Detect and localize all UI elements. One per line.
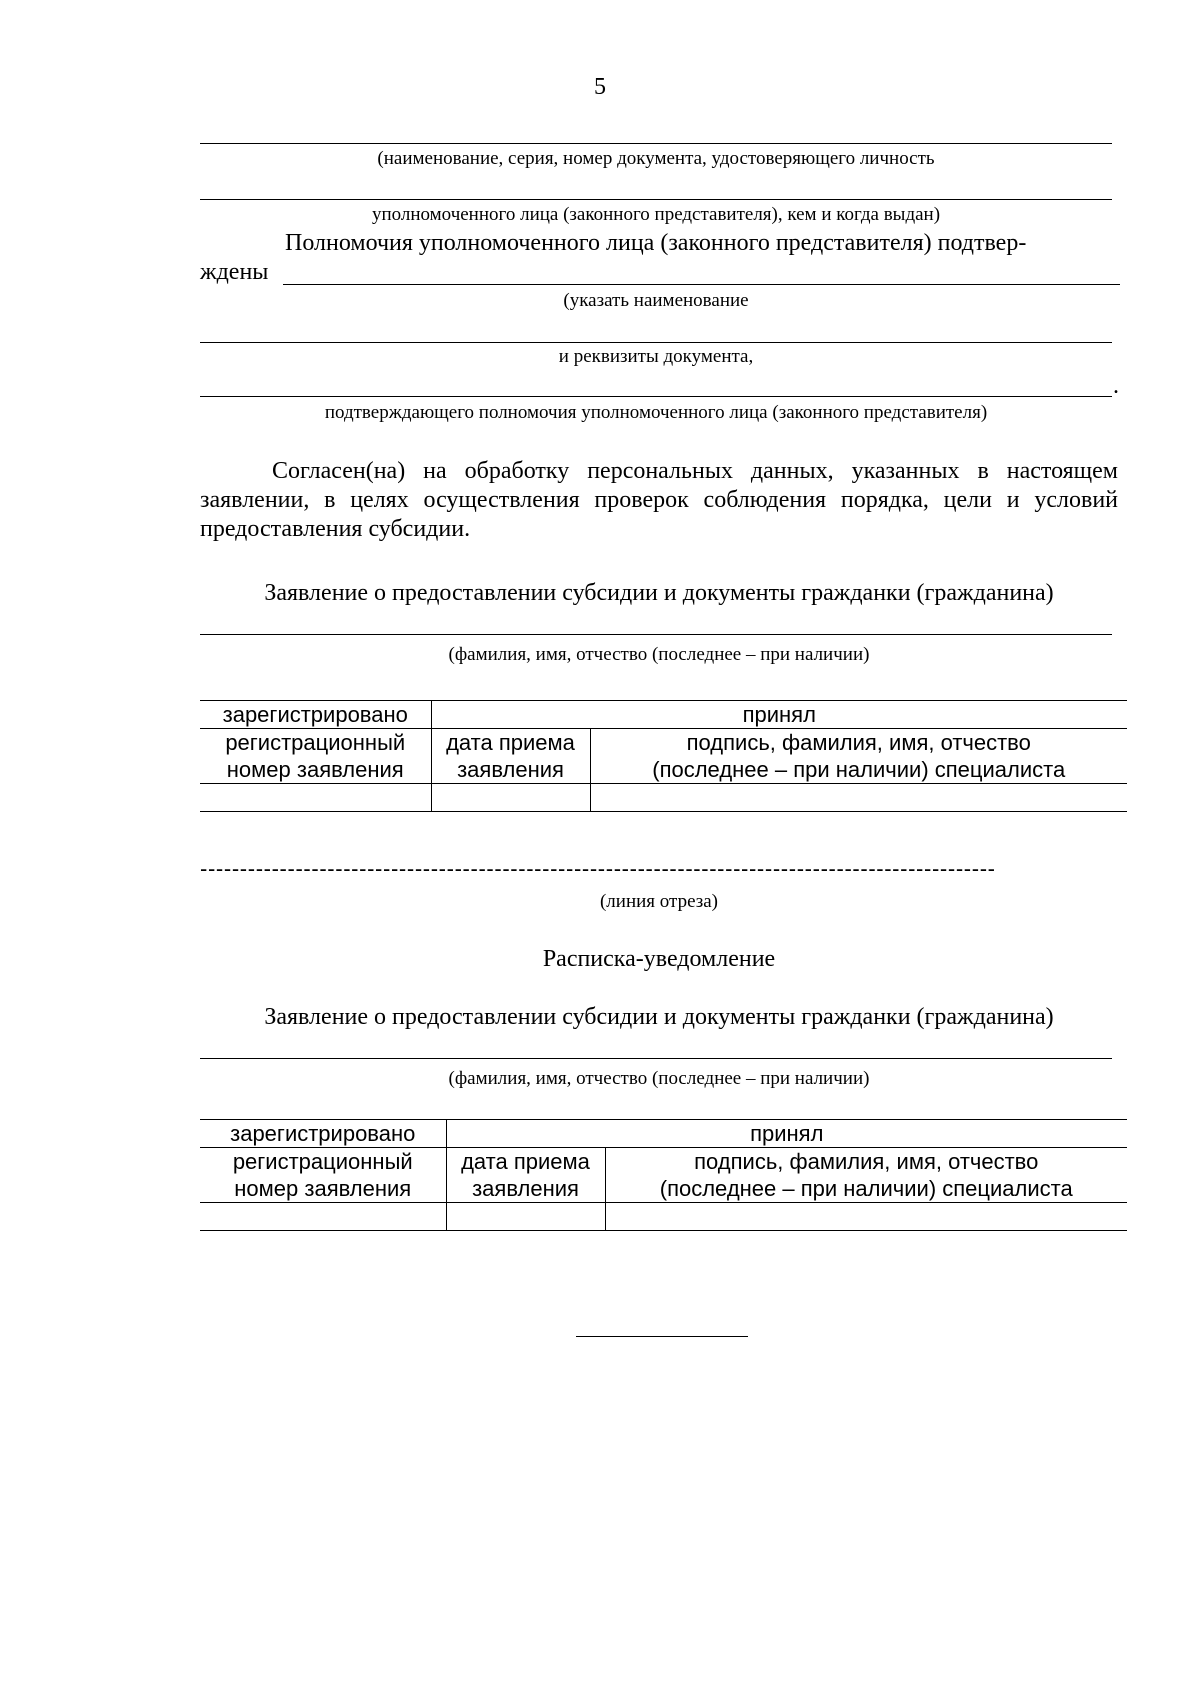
authority-line-4 [200,396,1112,397]
reg-number-cell[interactable] [200,1203,446,1231]
signature-label-2: (последнее – при наличии) специалиста [659,1176,1073,1201]
reg-number-header [200,1148,446,1203]
authority-document-line [283,284,1120,285]
reg-number-label-2: номер заявления [234,1176,412,1201]
cut-line: ---------------------------------------------------------------------------------------------------- [200,856,996,881]
registered-header: зарегистрировано [200,701,431,729]
authority-caption-2: и реквизиты документа, [558,346,754,367]
signature-cell[interactable] [605,1203,1127,1231]
date-label-1: дата приема [461,1149,590,1174]
identity-doc-caption-1: (наименование, серия, номер документа, удостоверяющего личность [377,148,935,169]
date-label-2: заявления [457,757,564,782]
section-1-name-line [200,634,1112,635]
identity-doc-line-2 [200,199,1112,200]
accepted-header: принял [431,701,1127,729]
page-number: 5 [594,74,606,100]
section-2-registration-table [200,1119,1127,1231]
receipt-title: Расписка-уведомление [542,946,776,972]
signature-label-2: (последнее – при наличии) специалиста [652,757,1066,782]
signature-label-1: подпись, фамилия, имя, отчество [686,730,1031,755]
authority-line-1: Полномочия уполномоченного лица (законного представителя) подтвер- [285,230,1027,256]
registered-header: зарегистрировано [200,1120,446,1148]
signature-label-1: подпись, фамилия, имя, отчество [694,1149,1039,1174]
section-2-heading: Заявление о предоставлении субсидии и документы гражданки (гражданина) [264,1004,1054,1030]
date-cell[interactable] [431,784,590,812]
authority-line-3 [200,342,1112,343]
end-of-document-line [576,1336,748,1337]
date-header [431,729,590,784]
authority-line-2-prefix: ждены [200,259,269,285]
accepted-header: принял [446,1120,1127,1148]
authority-caption-3: подтверждающего полномочия уполномоченного лица (законного представителя) [324,402,988,423]
cut-line-caption: (линия отреза) [599,891,719,912]
section-1-registration-table [200,700,1127,812]
section-1-name-caption: (фамилия, имя, отчество (последнее – при наличии) [448,644,870,665]
reg-number-label-1: регистрационный [232,1149,413,1174]
section-2-name-line [200,1058,1112,1059]
authority-caption-1: (указать наименование [563,290,749,311]
signature-cell[interactable] [590,784,1127,812]
date-label-1: дата приема [446,730,575,755]
identity-doc-line-1 [200,143,1112,144]
reg-number-label-1: регистрационный [225,730,406,755]
reg-number-cell[interactable] [200,784,431,812]
date-header [446,1148,605,1203]
section-1-heading: Заявление о предоставлении субсидии и документы гражданки (гражданина) [264,580,1054,606]
section-2-name-caption: (фамилия, имя, отчество (последнее – при наличии) [448,1068,870,1089]
identity-doc-caption-2: уполномоченного лица (законного представителя), кем и когда выдан) [371,204,941,225]
date-label-2: заявления [472,1176,579,1201]
authority-end-dot: . [1113,373,1119,399]
consent-paragraph: Согласен(на) на обработку персональных данных, указанных в настоящем заявлении, в целях осуществления проверок соблюдения порядка, цели и условий предоставления субсидии. [200,458,1118,542]
reg-number-header [200,729,431,784]
signature-header [605,1148,1127,1203]
reg-number-label-2: номер заявления [226,757,404,782]
signature-header [590,729,1127,784]
date-cell[interactable] [446,1203,605,1231]
